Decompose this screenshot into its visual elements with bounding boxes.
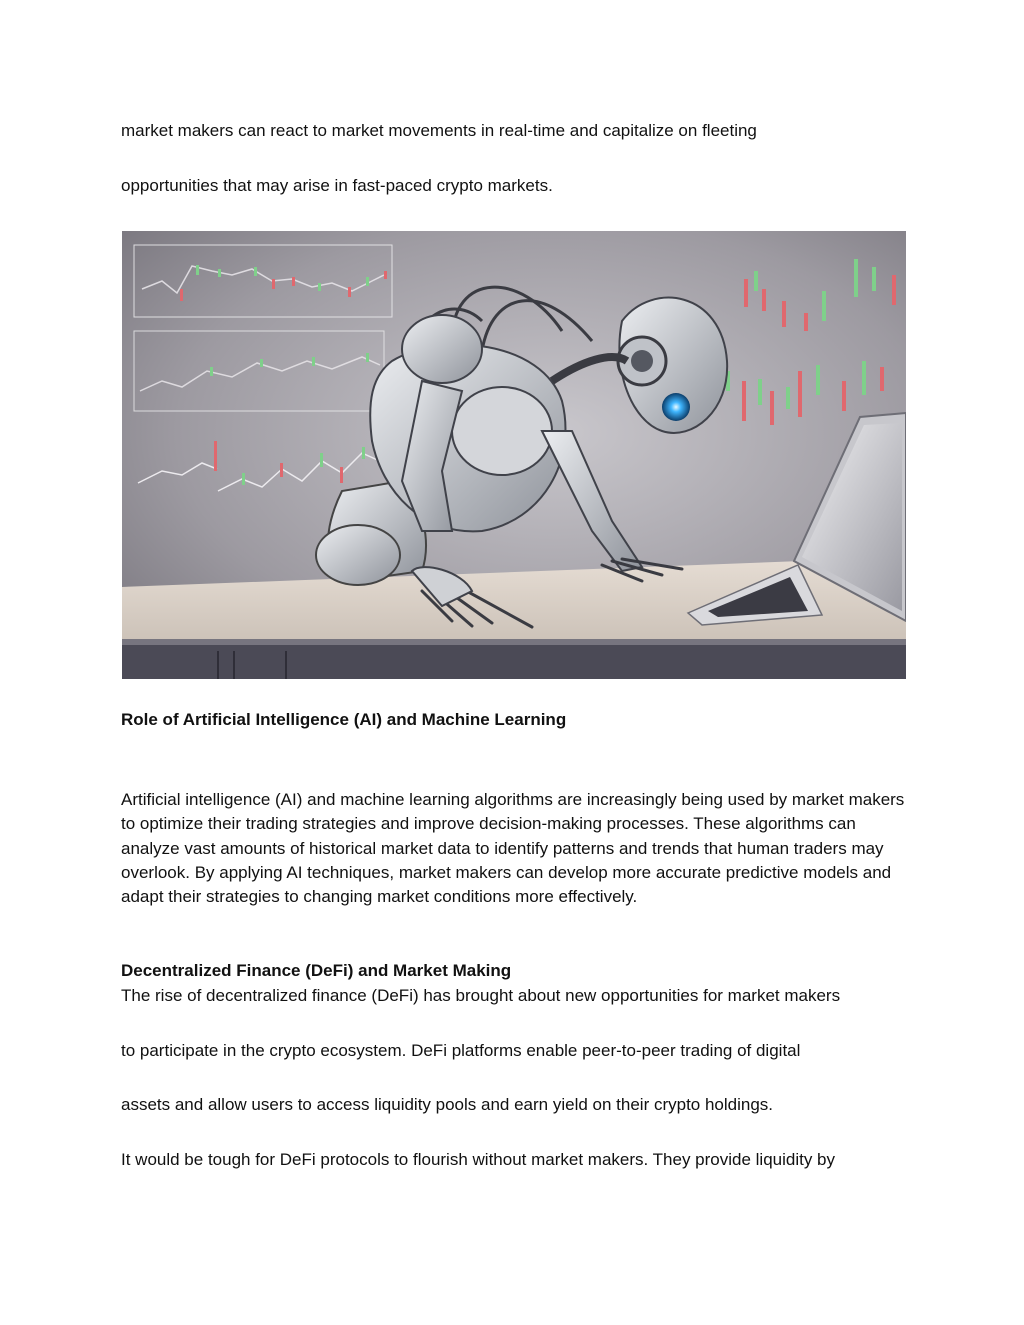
intro-line-2: opportunities that may arise in fast-paced crypto markets. [121, 176, 553, 195]
section-defi-line-3: assets and allow users to access liquidity pools and earn yield on their crypto holdings. [121, 1095, 774, 1114]
section-defi-heading: Decentralized Finance (DeFi) and Market Making [121, 961, 512, 980]
section-defi-line-4: It would be tough for DeFi protocols to flourish without market makers. They provide liquidity by [121, 1150, 836, 1169]
intro-line-1: market makers can react to market movements in real-time and capitalize on fleeting [121, 121, 757, 140]
robot-trader-illustration [122, 231, 906, 679]
section-defi-line-1: The rise of decentralized finance (DeFi) has brought about new opportunities for market makers [121, 986, 841, 1005]
section-ai-body: Artificial intelligence (AI) and machine learning algorithms are increasingly being used by market makers to optimize their trading strategies and improve decision-making processes. These algorithms can analyze vast amounts of historical market data to identify patterns and trends that human traders may overlook. By applying AI techniques, market makers can develop more accurate predictive models and adapt their strategies to changing market conditions more effectively. [121, 790, 905, 907]
section-defi-line-2: to participate in the crypto ecosystem. DeFi platforms enable peer-to-peer trading of digital [121, 1041, 801, 1060]
section-ai-heading: Role of Artificial Intelligence (AI) and Machine Learning [121, 710, 567, 729]
